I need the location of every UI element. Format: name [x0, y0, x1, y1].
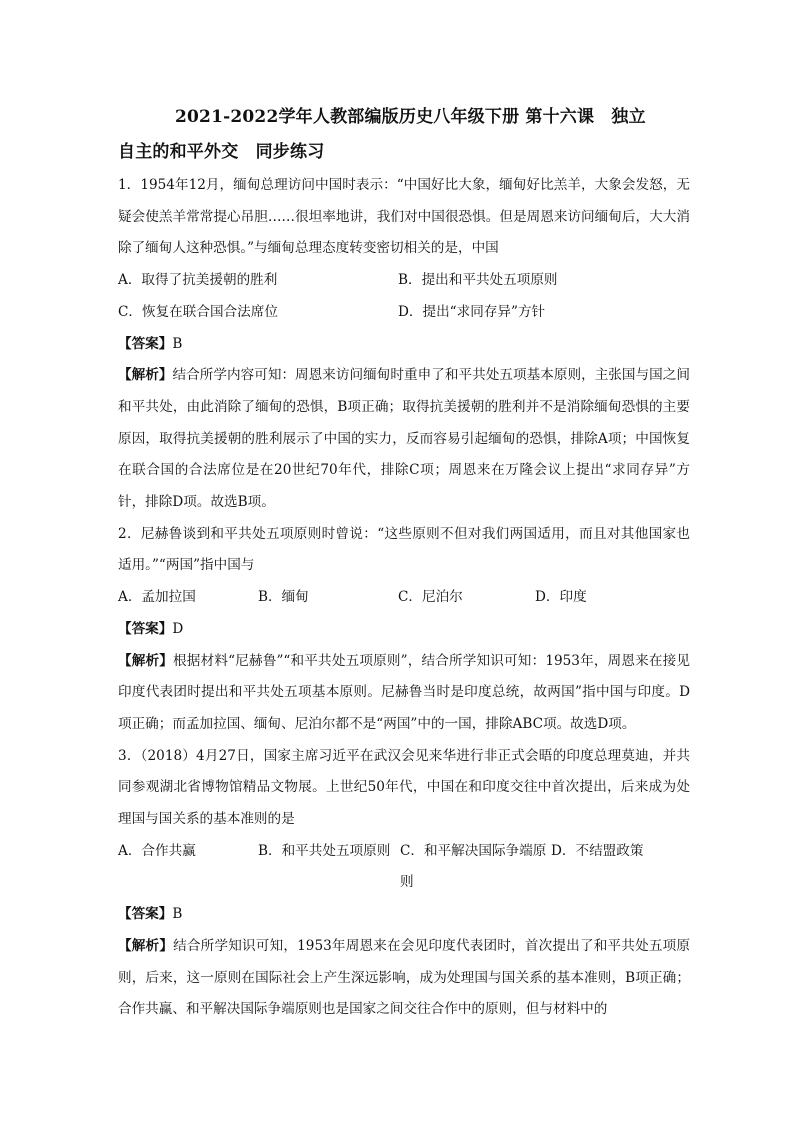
document-title: [118, 100, 690, 170]
option-b: B．提出和平共处五项原则: [398, 272, 558, 289]
option-a: A．孟加拉国: [118, 589, 196, 606]
options-row: [118, 265, 690, 297]
options-row: [118, 836, 690, 899]
answer-line: [118, 899, 690, 931]
analysis-label: 【解析】: [118, 652, 174, 669]
answer-value: D: [172, 620, 184, 637]
options-row: [118, 297, 690, 329]
answer-label: 【答案】: [118, 335, 173, 352]
option-b: B．缅甸: [258, 589, 309, 606]
option-c: C．尼泊尔: [398, 589, 463, 606]
analysis-paragraph: [118, 360, 690, 519]
options-row: [118, 582, 690, 614]
option-a: A．取得了抗美援朝的胜利: [118, 272, 278, 289]
analysis-paragraph: [118, 646, 690, 741]
option-d: D．不结盟政策: [551, 842, 644, 859]
analysis-text: 根据材料“尼赫鲁”“和平共处五项原则”，结合所学知识可知：1953年，周恩来在接见印度代表团时提出和平共处五项基本原则。尼赫鲁当时是印度总统，故两国”指中国与印度。D项正确；而孟加拉国、缅甸、尼泊尔都不是“两国”中的一国，排除ABC项。故选D项。: [118, 652, 690, 732]
answer-label: 【答案】: [118, 906, 173, 923]
analysis-label: 【解析】: [118, 367, 173, 384]
analysis-text: 结合所学内容可知：周恩来访问缅甸时重申了和平共处五项基本原则，主张国与国之间和平共处，由此消除了缅甸的恐惧，B项正确；取得抗美援朝的胜利并不是消除缅甸恐惧的主要原因，取得抗美援朝的胜利展示了中国的实力，反而容易引起缅甸的恐惧，排除A项；中国恢复在联合国的合法席位是在20世纪70年代，排除C项；周恩来在万隆会议上提出“求同存异”方针，排除D项。故选B项。: [118, 367, 691, 511]
analysis-label: 【解析】: [118, 937, 174, 954]
option-a: A．合作共赢: [118, 842, 196, 859]
answer-line: [118, 329, 690, 361]
question-1: [118, 170, 690, 519]
answer-label: 【答案】: [118, 620, 173, 637]
option-c: C．恢复在联合国合法席位: [118, 303, 278, 320]
question-stem: 2．尼赫鲁谈到和平共处五项原则时曾说：“这些原则不但对我们两国适用，而且对其他国家也适用。”“两国”指中国与: [118, 525, 690, 574]
answer-value: B: [172, 906, 183, 923]
option-d: D．提出“求同存异”方针: [398, 303, 546, 320]
question-3: [118, 741, 690, 1026]
title-line-1: 2021-2022学年人教部编版历史八年级下册 第十六课 独立: [175, 107, 646, 127]
answer-line: [118, 614, 690, 646]
answer-value: B: [172, 335, 183, 352]
analysis-paragraph: [118, 931, 690, 1026]
option-b: B．和平共处五项原则: [258, 842, 391, 859]
question-stem: 3．（2018）4月27日，国家主席习近平在武汉会见来华进行非正式会晤的印度总理莫迪，并共同参观湖北省博物馆精品文物展。上世纪50年代，中国在和印度交往中首次提出，后来成为处理国与国关系的基本准则的是: [118, 747, 690, 828]
question-stem: 1．1954年12月，缅甸总理访问中国时表示：“中国好比大象，缅甸好比羔羊，大象会发怒，无疑会使羔羊常常提心吊胆……很坦率地讲，我们对中国很恐惧。但是周恩来访问缅甸后，大大消除了缅甸人这种恐惧。”与缅甸总理态度转变密切相关的是，中国: [118, 177, 690, 257]
option-d: D．印度: [535, 589, 587, 606]
option-c: C．和平解决国际争端原则: [400, 842, 547, 891]
analysis-text: 结合所学知识可知，1953年周恩来在会见印度代表团时，首次提出了和平共处五项原则，后来，这一原则在国际社会上产生深远影响，成为处理国与国关系的基本准则，B项正确；合作共赢、和平解决国际争端原则也是国家之间交往合作中的原则，但与材料中的: [118, 937, 691, 1018]
title-line-2: 自主的和平外交 同步练习: [118, 142, 325, 162]
question-2: [118, 519, 690, 741]
document-page: [118, 100, 690, 1026]
